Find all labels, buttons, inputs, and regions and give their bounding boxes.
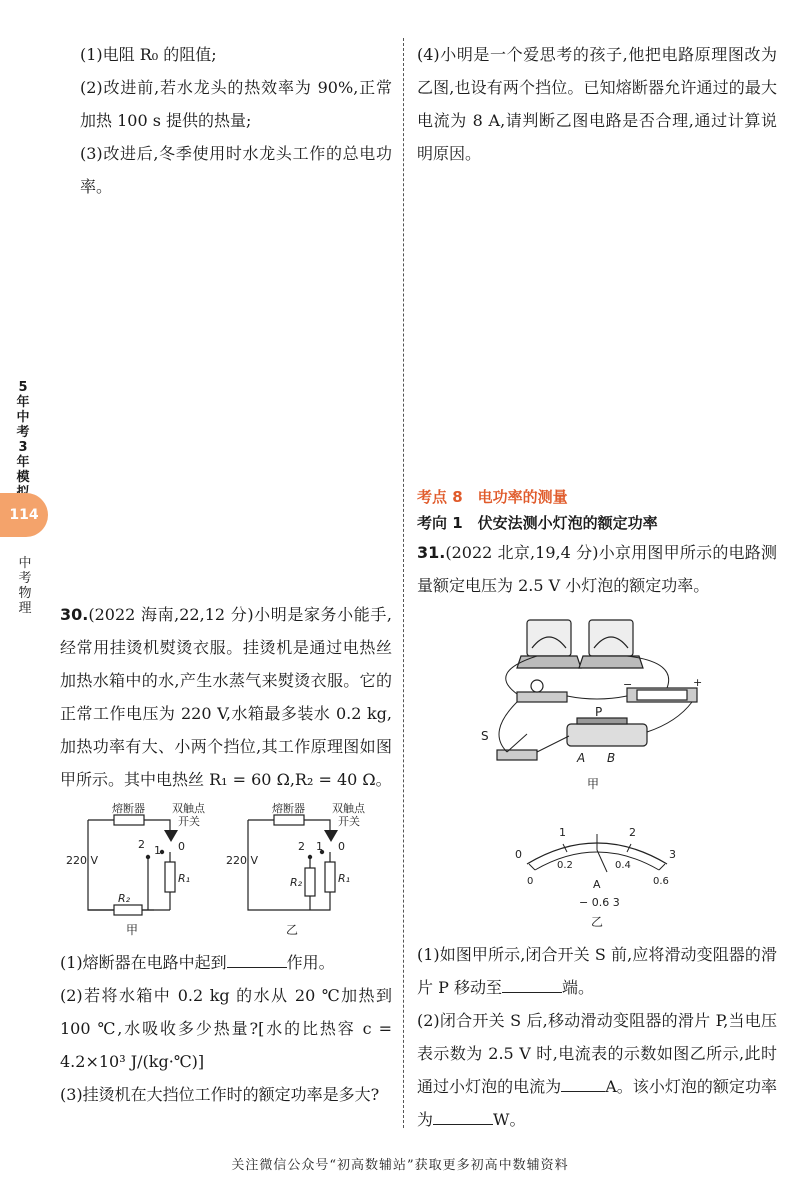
q31-part2-c: W。 [493, 1110, 526, 1129]
left-question-1: (1)电阻 R₀ 的阻值; [80, 45, 217, 64]
left-column [60, 38, 392, 1104]
q30-number: 30. [60, 605, 89, 624]
q31-part2-a: (2)闭合开关 S 后,移动滑动变阻器的滑片 P,当电压表示数为 2.5 V 时,电流表的示数如图乙所示,此时通过小灯泡的电流为 [417, 1011, 777, 1096]
slider-p-label: P [595, 705, 603, 719]
bottom-scale-3: 0.6 [653, 876, 669, 887]
top-scale-3: 3 [669, 848, 676, 861]
q31-part2 [417, 1004, 777, 1136]
fuse-label-jia: 熔断器 [112, 802, 145, 815]
top-scale-0: 0 [515, 848, 522, 861]
contact1-jia: 1 [154, 844, 161, 857]
switch-label2-jia: 开关 [178, 815, 200, 828]
voltage-label-jia: 220 V [66, 854, 99, 867]
contact0-jia: 0 [178, 840, 185, 853]
switch-label1-jia: 双触点 [172, 802, 205, 815]
q30-part3: (3)挂烫机在大挡位工作时的额定功率是多大? [60, 1085, 380, 1104]
caption-jia-31: 甲 [587, 777, 600, 791]
q31-intro [417, 536, 777, 602]
section-title: 考点 8 电功率的测量 [417, 488, 568, 506]
right-question-4: (4)小明是一个爱思考的孩子,他把电路原理图改为乙图,也设有两个挡位。已知熔断器允许通过的最大电流为 8 A,请判断乙图电路是否合理,通过计算说明原因。 [417, 45, 777, 163]
voltage-label-yi: 220 V [226, 854, 259, 867]
switch-label1-yi: 双触点 [332, 802, 365, 815]
column-divider [403, 38, 404, 1128]
switch-label2-yi: 开关 [338, 815, 360, 828]
book-title: 5年中考3年模 [16, 380, 30, 485]
q31-blank-2[interactable] [561, 1077, 605, 1092]
r1-label-jia: R₁ [178, 872, 191, 885]
q31-figure-jia [477, 612, 707, 812]
left-question-3: (3)改进后,冬季使用时水龙头工作的总电功率。 [80, 144, 392, 196]
switch-s-label: S [481, 729, 489, 743]
contact0-yi: 0 [338, 840, 345, 853]
q30-part1-b: 作用。 [286, 953, 335, 972]
contact2-yi: 2 [298, 840, 305, 853]
battery-plus: + [693, 676, 703, 689]
ammeter-unit: A [593, 878, 601, 891]
r2-label-jia: R₂ [118, 892, 131, 905]
subject-label: 中考物理 [18, 556, 32, 616]
contact1-yi: 1 [316, 840, 323, 853]
q31-intro-text: (2022 北京,19,4 分)小京用图甲所示的电路测量额定电压为 2.5 V 小灯泡的额定功率。 [417, 543, 777, 595]
r1-label-yi: R₁ [338, 872, 351, 885]
r2-label-yi: R₂ [290, 876, 303, 889]
q31-blank-1[interactable] [502, 978, 562, 993]
terminal-b-label: B [607, 751, 616, 765]
battery-minus: − [623, 678, 633, 691]
bottom-scale-2: 0.4 [615, 860, 631, 871]
caption-yi-31: 乙 [591, 915, 604, 929]
page-footer: 关注微信公众号“初高数辅站”获取更多初高中数辅资料 [231, 1158, 569, 1173]
q31-number: 31. [417, 543, 446, 562]
section-subtitle: 考向 1 伏安法测小灯泡的额定功率 [417, 514, 658, 532]
q31-figure-yi-ammeter [497, 812, 697, 932]
left-question-2: (2)改进前,若水龙头的热效率为 90%,正常加热 100 s 提供的热量; [80, 78, 392, 130]
top-scale-2: 2 [629, 826, 636, 839]
page-number: 114 [0, 493, 48, 537]
q30-part1 [60, 946, 392, 979]
q31-part1-b: 端。 [561, 978, 594, 997]
right-column [417, 38, 777, 1129]
q31-part1 [417, 938, 777, 1004]
q30-intro-text: (2022 海南,22,12 分)小明是家务小能手,经常用挂烫机熨烫衣服。挂烫机是通过电热丝加热水箱中的水,产生水蒸气来熨烫衣服。它的正常工作电压为 220 V,水箱最多装水 0.2 kg,加热功率有大、小两个挡位,其工作原理图如图甲所示。其中电热丝 R₁ = 60 Ω,R₂ = 40 Ω。 [60, 605, 392, 789]
q30-blank-1[interactable] [227, 953, 287, 968]
contact2-jia: 2 [138, 838, 145, 851]
caption-jia: 甲 [126, 923, 139, 937]
q31-blank-3[interactable] [433, 1110, 493, 1125]
q30-part1-a: (1)熔断器在电路中起到 [60, 953, 227, 972]
q31-part2-b: A。该小灯泡的额定功率为 [417, 1077, 777, 1129]
q31-part1-a: (1)如图甲所示,闭合开关 S 前,应将滑动变阻器的滑片 P 移动至 [417, 945, 777, 997]
bottom-scale-0: 0 [527, 876, 534, 887]
caption-yi: 乙 [286, 923, 299, 937]
top-scale-1: 1 [559, 826, 566, 839]
bottom-scale-1: 0.2 [557, 860, 573, 871]
question-30 [60, 598, 392, 1111]
q30-part2: (2)若将水箱中 0.2 kg 的水从 20 ℃加热到 100 ℃,水吸收多少热量?[水的比热容 c = 4.2×10³ J/(kg·℃)] [60, 986, 392, 1071]
section-8 [417, 484, 777, 1136]
q30-circuit-diagrams [66, 802, 386, 942]
ammeter-terminals: − 0.6 3 [579, 896, 620, 909]
terminal-a-label: A [577, 751, 586, 765]
fuse-label-yi: 熔断器 [272, 802, 305, 815]
q30-intro [60, 598, 392, 796]
